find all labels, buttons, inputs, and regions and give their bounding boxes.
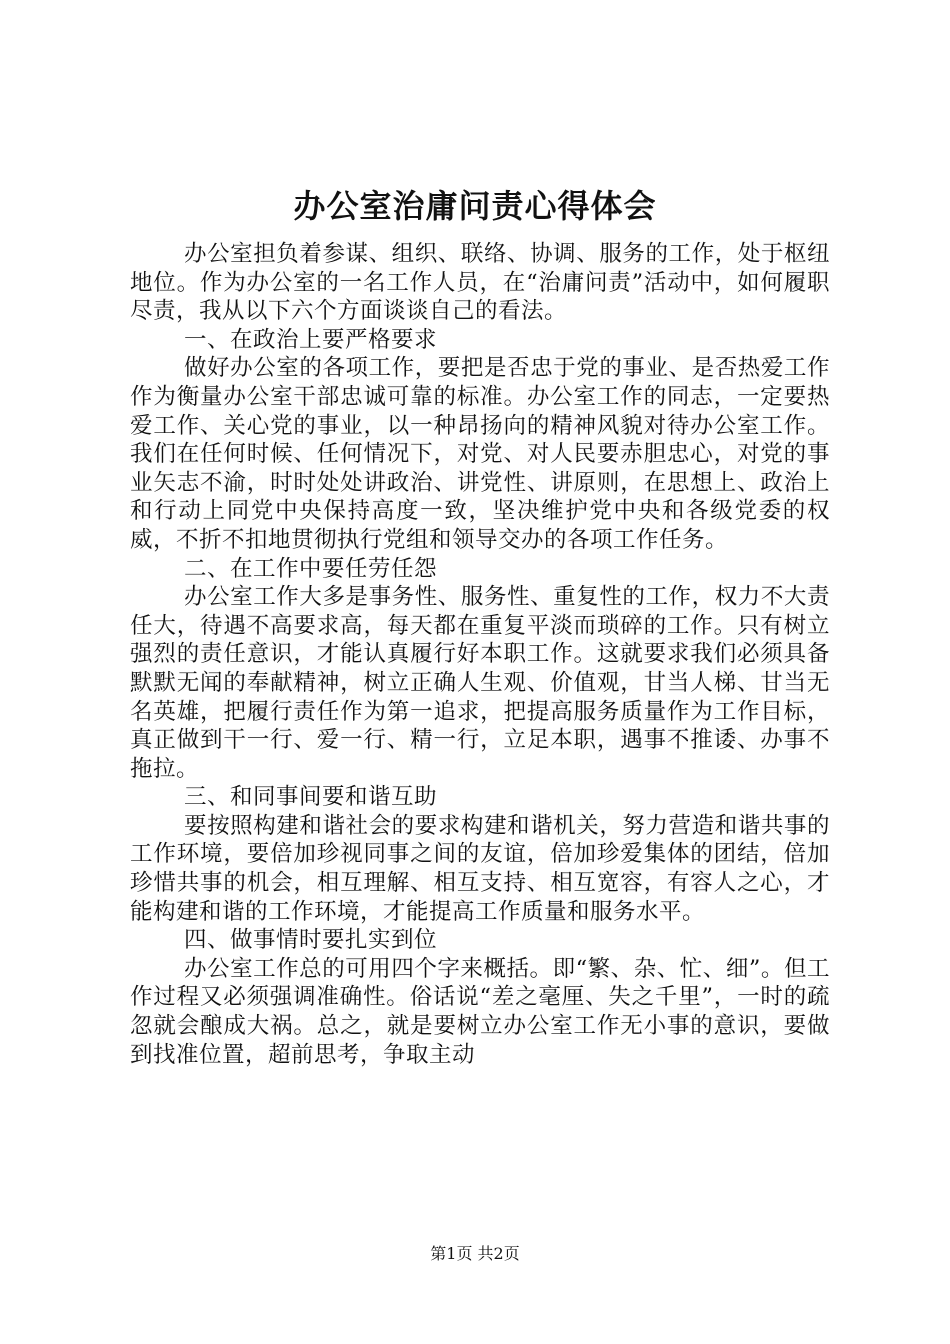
- page-footer: 第1页 共2页: [430, 1244, 520, 1263]
- paragraph-section-1: 做好办公室的各项工作，要把是否忠于党的事业、是否热爱工作作为衡量办公室干部忠诚可靠的标准。办公室工作的同志，一定要热爱工作、关心党的事业，以一种昂扬向的精神风貌对待办公室工作。我们在任何时候、任何情况下，对党、对人民要赤胆忠心，对党的事业矢志不渝，时时处处讲政治、讲党性、讲原则，在思想上、政治上和行动上同党中央保持高度一致，坚决维护党中央和各级党委的权威，不折不扣地贯彻执行党组和领导交办的各项工作任务。: [130, 355, 830, 553]
- document-body: [130, 240, 830, 1069]
- section-heading-4: 四、做事情时要扎实到位: [184, 927, 438, 954]
- paragraph-section-3: 要按照构建和谐社会的要求构建和谐机关，努力营造和谐共事的工作环境，要倍加珍视同事之间的友谊，倍加珍爱集体的团结，倍加珍惜共事的机会，相互理解、相互支持、相互宽容，有容人之心，才能构建和谐的工作环境，才能提高工作质量和服务水平。: [130, 812, 830, 925]
- paragraph-intro: 办公室担负着参谋、组织、联络、协调、服务的工作，处于枢纽地位。作为办公室的一名工作人员，在“治庸问责”活动中，如何履职尽责，我从以下六个方面谈谈自己的看法。: [130, 241, 830, 325]
- section-heading-1: 一、在政治上要严格要求: [184, 326, 438, 353]
- page-title: 办公室治庸问责心得体会: [293, 187, 657, 225]
- paragraph-section-2: 办公室工作大多是事务性、服务性、重复性的工作，权力不大责任大，待遇不高要求高，每天都在重复平淡而琐碎的工作。只有树立强烈的责任意识，才能认真履行好本职工作。这就要求我们必须具备默默无闻的奉献精神，树立正确人生观、价值观，甘当人梯、甘当无名英雄，把履行责任作为第一追求，把提高服务质量作为工作目标，真正做到干一行、爱一行、精一行，立足本职，遇事不推诿、办事不拖拉。: [130, 584, 830, 782]
- paragraph-section-4: 办公室工作总的可用四个字来概括。即“繁、杂、忙、细”。但工作过程又必须强调准确性。俗话说“差之毫厘、失之千里”，一时的疏忽就会酿成大祸。总之，就是要树立办公室工作无小事的意识，要做到找准位置，超前思考，争取主动: [130, 955, 830, 1068]
- section-heading-3: 三、和同事间要和谐互助: [184, 784, 438, 811]
- section-heading-2: 二、在工作中要任劳任怨: [184, 555, 438, 582]
